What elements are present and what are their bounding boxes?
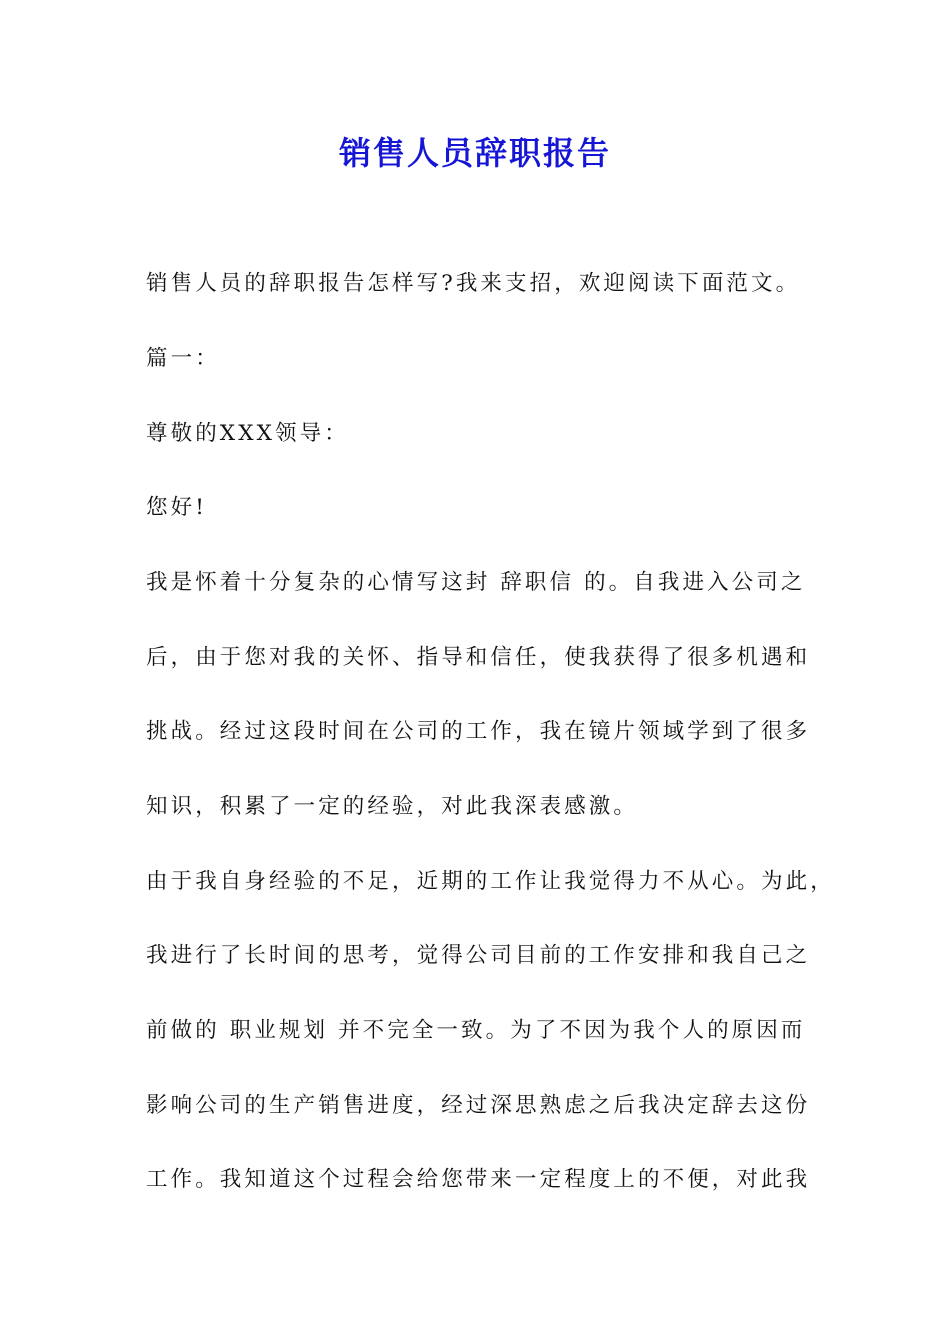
intro-line: 销售人员的辞职报告怎样写?我来支招，欢迎阅读下面范文。 xyxy=(146,271,801,296)
body-line: 我进行了长时间的思考，觉得公司目前的工作安排和我自己之 xyxy=(146,943,811,968)
salutation: 尊敬的XXX领导： xyxy=(146,421,349,446)
body-line: 后，由于您对我的关怀、指导和信任，使我获得了很多机遇和 xyxy=(146,645,811,670)
body-line: 我是怀着十分复杂的心情写这封 辞职信 的。自我进入公司之 xyxy=(146,570,806,595)
document-title: 销售人员辞职报告 xyxy=(338,134,611,172)
body-line: 前做的 职业规划 并不完全一致。为了不因为我个人的原因而 xyxy=(146,1018,806,1043)
body-line: 由于我自身经验的不足，近期的工作让我觉得力不从心。为此， xyxy=(146,869,835,894)
section-heading: 篇一： xyxy=(146,346,220,371)
body-line: 工作。我知道这个过程会给您带来一定程度上的不便，对此我 xyxy=(146,1167,811,1192)
greeting: 您好! xyxy=(146,495,207,520)
body-line: 挑战。经过这段时间在公司的工作，我在镜片领域学到了很多 xyxy=(146,719,811,744)
body-line: 知识，积累了一定的经验，对此我深表感激。 xyxy=(146,794,639,819)
body-line: 影响公司的生产销售进度，经过深思熟虑之后我决定辞去这份 xyxy=(146,1093,811,1118)
